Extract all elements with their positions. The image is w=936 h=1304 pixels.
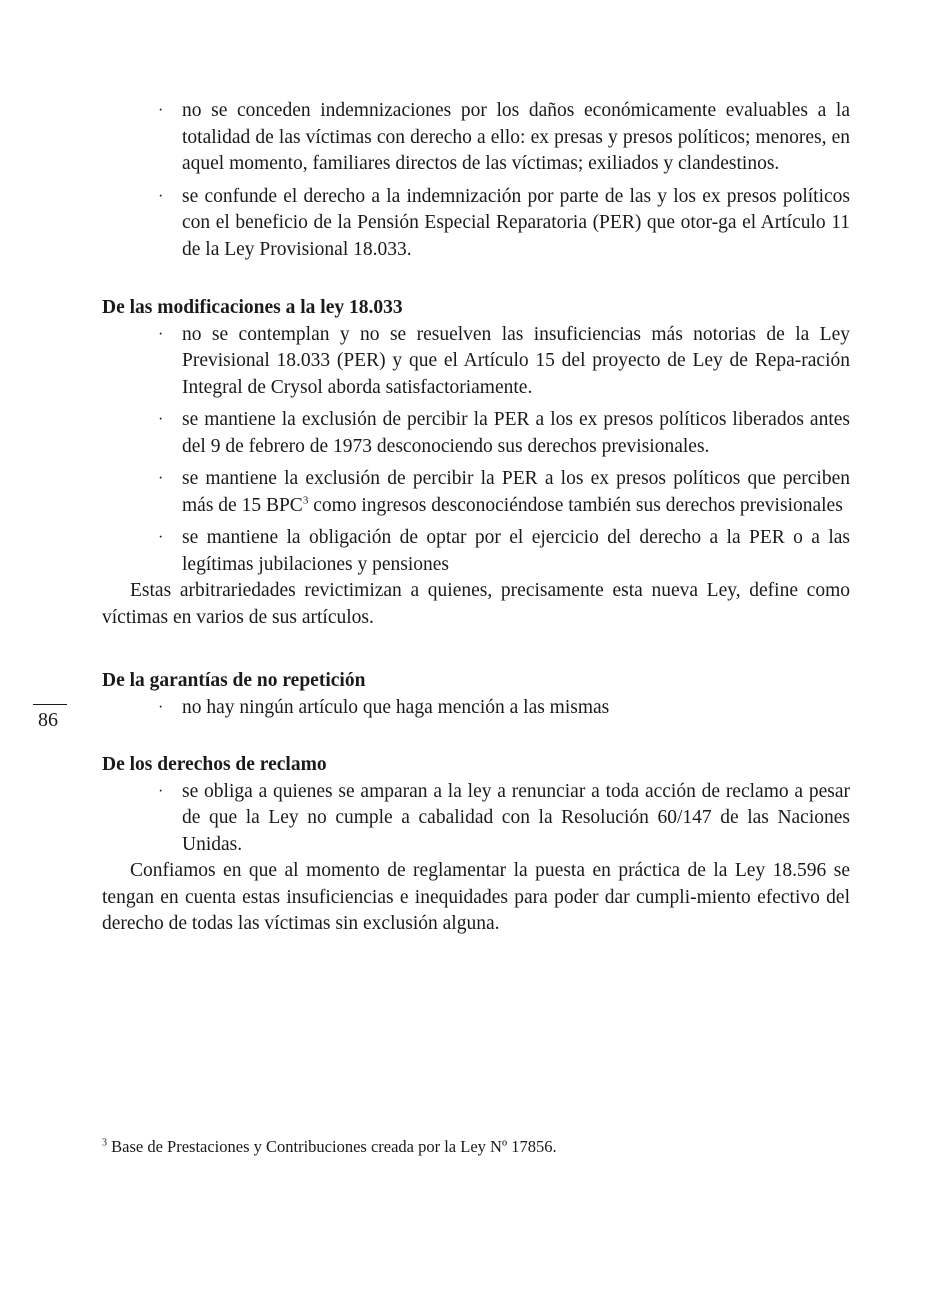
list-item bbox=[102, 525, 850, 578]
paragraph-confiamos: Confiamos en que al momento de reglamentar la puesta en práctica de la Ley 18.596 se tengan en cuenta estas insuficiencias e inequidades para poder dar cumpli-miento efectivo del derecho de todas las víctimas sin exclusión alguna. bbox=[102, 860, 850, 934]
bullet-icon: · bbox=[158, 411, 164, 428]
bullet-icon: · bbox=[158, 529, 164, 546]
modificaciones-bullet-list bbox=[102, 322, 850, 579]
list-item bbox=[102, 695, 850, 722]
list-item-text: no hay ningún artículo que haga mención a las mismas bbox=[182, 696, 610, 718]
footnote-reference: 3 bbox=[302, 494, 309, 506]
footnote bbox=[102, 1136, 557, 1158]
section-heading-reclamo: De los derechos de reclamo bbox=[102, 754, 327, 775]
bullet-icon: · bbox=[158, 470, 164, 487]
list-item-text: no se conceden indemnizaciones por los daños económicamente evaluables a la totalidad de las víctimas con derecho a ello: ex presas y presos políticos; menores, en aquel momento, familiares directos de las víctimas; exiliados y clandestinos. bbox=[182, 100, 850, 174]
list-item-text: se obliga a quienes se amparan a la ley a renunciar a toda acción de reclamo a pesar de que la Ley no cumple a cabalidad con la Resolución 60/147 de las Naciones Unidas. bbox=[182, 780, 850, 855]
bullet-icon: · bbox=[158, 782, 164, 800]
intro-bullet-list bbox=[102, 98, 850, 263]
list-item bbox=[102, 322, 850, 402]
list-item-text-part: se mantiene la exclusión de percibir la PER a los ex presos políticos que perciben más de 15 BPC bbox=[182, 468, 850, 516]
list-item bbox=[102, 779, 850, 859]
list-item-text: se mantiene la obligación de optar por el ejercicio del derecho a la PER o a las legítimas jubilaciones y pensiones bbox=[182, 527, 850, 575]
bullet-icon: · bbox=[158, 102, 164, 119]
list-item-text: se mantiene la exclusión de percibir la PER a los ex presos políticos liberados antes del 9 de febrero de 1973 desconociendo sus derechos previsionales. bbox=[182, 409, 850, 457]
paragraph-arbitrariedades: Estas arbitrariedades revictimizan a quienes, precisamente esta nueva Ley, define como víctimas en varios de sus artículos. bbox=[102, 580, 850, 628]
list-item bbox=[102, 407, 850, 460]
list-item-text: no se contemplan y no se resuelven las insuficiencias más notorias de la Ley Previsional 18.033 (PER) y que el Artículo 15 del proyecto de Ley de Repa-ración Integral de Crysol aborda satisfactoriamente. bbox=[182, 323, 850, 398]
list-item-text-part: como ingresos desconociéndose también sus derechos previsionales bbox=[308, 494, 843, 516]
page-number-rule bbox=[33, 704, 67, 705]
list-item-text: se confunde el derecho a la indemnización por parte de las y los ex presos políticos con el beneficio de la Pensión Especial Reparatoria (PER) que otor-ga el Artículo 11 de la Ley Provisional 18.033. bbox=[182, 185, 850, 260]
page-body bbox=[102, 98, 850, 938]
bullet-icon: · bbox=[158, 187, 164, 205]
bullet-icon: · bbox=[158, 325, 164, 343]
section-heading-garantias: De la garantías de no repetición bbox=[102, 670, 366, 691]
garantias-bullet-list bbox=[102, 695, 850, 722]
bullet-icon: · bbox=[158, 698, 164, 716]
list-item bbox=[102, 98, 850, 178]
footnote-text: Base de Prestaciones y Contribuciones creada por la Ley Nº 17856. bbox=[111, 1137, 557, 1156]
list-item bbox=[102, 466, 850, 519]
list-item bbox=[102, 184, 850, 264]
reclamo-bullet-list bbox=[102, 779, 850, 859]
page-number: 86 bbox=[38, 709, 58, 731]
section-heading-modificaciones: De las modificaciones a la ley 18.033 bbox=[102, 297, 403, 318]
footnote-marker: 3 bbox=[102, 1137, 107, 1149]
